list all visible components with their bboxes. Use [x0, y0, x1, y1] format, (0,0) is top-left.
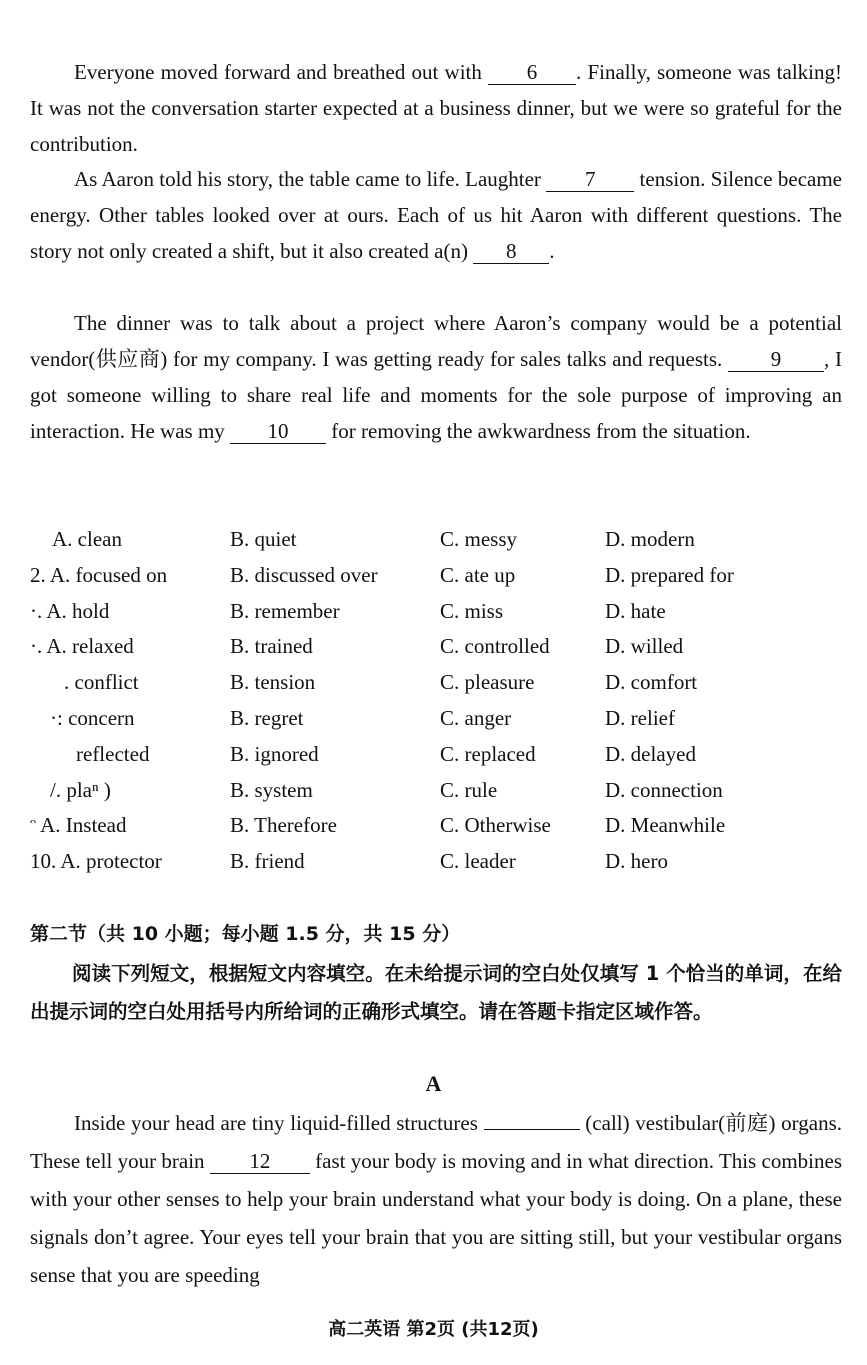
option-c: C. anger — [440, 705, 512, 730]
option-b: B. regret — [230, 705, 304, 730]
option-d: D. modern — [605, 527, 695, 551]
page-footer: 高二英语 第2页 (共12页) — [328, 1319, 539, 1340]
option-b: B. remember — [230, 598, 340, 623]
grammar-passage-a — [30, 1104, 842, 1294]
option-a: A. clean — [52, 527, 122, 551]
option-d: D. Meanwhile — [605, 813, 726, 838]
text-fragment: Inside your head are tiny liquid-filled structures — [74, 1111, 484, 1135]
option-a: ᵔ A. Instead — [30, 813, 127, 838]
text-fragment: . — [549, 239, 555, 263]
option-c: C. Otherwise — [440, 813, 551, 838]
text-fragment: Everyone moved forward and breathed out with — [74, 60, 489, 84]
option-a: /. plaⁿ ) — [50, 777, 111, 802]
option-d: D. prepared for — [605, 562, 734, 587]
blank-12: 12 — [210, 1149, 310, 1174]
option-d: D. hate — [605, 598, 666, 623]
blank-11 — [484, 1129, 580, 1130]
option-d: D. comfort — [605, 670, 698, 695]
option-d: D. delayed — [605, 741, 696, 766]
option-row — [30, 808, 842, 844]
text-fragment: tension. Silence became energy. Other tables looked over at ours. Each of us hit Aaron with different questions. The story not only created a shift, but it also created a(n) — [30, 167, 842, 263]
blank-7: 7 — [546, 167, 634, 192]
option-b: B. quiet — [230, 527, 297, 551]
option-c: C. controlled — [440, 634, 550, 659]
option-d: D. relief — [605, 705, 675, 730]
option-a: reflected — [76, 741, 150, 766]
option-c: C. miss — [440, 598, 504, 623]
option-c: C. messy — [440, 527, 518, 551]
option-row — [30, 629, 842, 665]
option-b: B. system — [230, 777, 313, 802]
option-d: D. hero — [605, 849, 668, 874]
blank-6: 6 — [488, 60, 576, 85]
option-c: C. rule — [440, 777, 498, 802]
option-c: C. pleasure — [440, 670, 535, 695]
option-a: 10. A. protector — [30, 849, 162, 874]
option-a: 2. A. focused on — [30, 562, 168, 587]
text-fragment: fast your body is moving and in what direction. This combines with your other senses to help your brain understand what your body is doing. On a plane, these signals don’t agree. Your eyes tell your brain that you are sitting still, but your vestibular organs sense that you are speeding — [30, 1149, 843, 1287]
option-row — [30, 701, 842, 737]
text-fragment: (call) vestibular(前庭) organs. These tell your brain — [30, 1111, 842, 1173]
blank-8: 8 — [473, 239, 549, 264]
option-a: . conflict — [64, 670, 139, 695]
option-c: C. leader — [440, 849, 516, 874]
option-b: B. discussed over — [230, 562, 378, 587]
option-row — [30, 594, 842, 630]
option-c: C. replaced — [440, 741, 536, 766]
option-b: B. Therefore — [230, 813, 337, 838]
option-row — [30, 773, 842, 809]
option-b: B. ignored — [230, 741, 319, 766]
cloze-paragraph-2 — [30, 161, 842, 269]
text-fragment: for removing the awkwardness from the situation. — [326, 419, 751, 443]
option-d: D. willed — [605, 634, 684, 659]
cloze-paragraph-3 — [30, 305, 842, 449]
option-b: B. trained — [230, 634, 313, 659]
option-row — [30, 665, 842, 701]
text-fragment: The dinner was to talk about a project where Aaron’s company would be a potential vendor(供应商) for my company. I was getting ready for sales talks and requests. — [30, 311, 842, 371]
option-b: B. friend — [230, 849, 305, 874]
option-a: ·. A. relaxed — [30, 634, 134, 659]
section-instructions: 阅读下列短文，根据短文内容填空。在未给提示词的空白处仅填写 1 个恰当的单词，在给出提示词的空白处用括号内所给词的正确形式填空。请在答题卡指定区域作答。 — [30, 962, 842, 1023]
cloze-paragraph-1 — [30, 54, 842, 162]
option-a: ·. A. hold — [30, 598, 110, 623]
option-row — [30, 558, 842, 594]
text-fragment: , I got someone willing to share real life and moments for the sole purpose of improving an interaction. He was my — [30, 347, 842, 443]
option-row — [30, 737, 842, 773]
text-fragment: . Finally, someone was talking! It was not the conversation starter expected at a business dinner, but we were so grateful for the contribution. — [30, 60, 842, 156]
option-b: B. tension — [230, 670, 316, 695]
option-row — [30, 522, 842, 558]
option-a: ·: concern — [50, 705, 135, 730]
option-d: D. connection — [605, 777, 723, 802]
text-fragment: As Aaron told his story, the table came to life. Laughter — [74, 167, 547, 191]
option-c: C. ate up — [440, 562, 516, 587]
blank-9: 9 — [728, 347, 824, 372]
option-row — [30, 844, 842, 880]
answer-options — [30, 522, 842, 880]
passage-label: A — [425, 1071, 442, 1096]
section-heading: 第二节（共 10 小题；每小题 1.5 分，共 15 分） — [30, 923, 461, 945]
blank-10: 10 — [230, 419, 326, 444]
